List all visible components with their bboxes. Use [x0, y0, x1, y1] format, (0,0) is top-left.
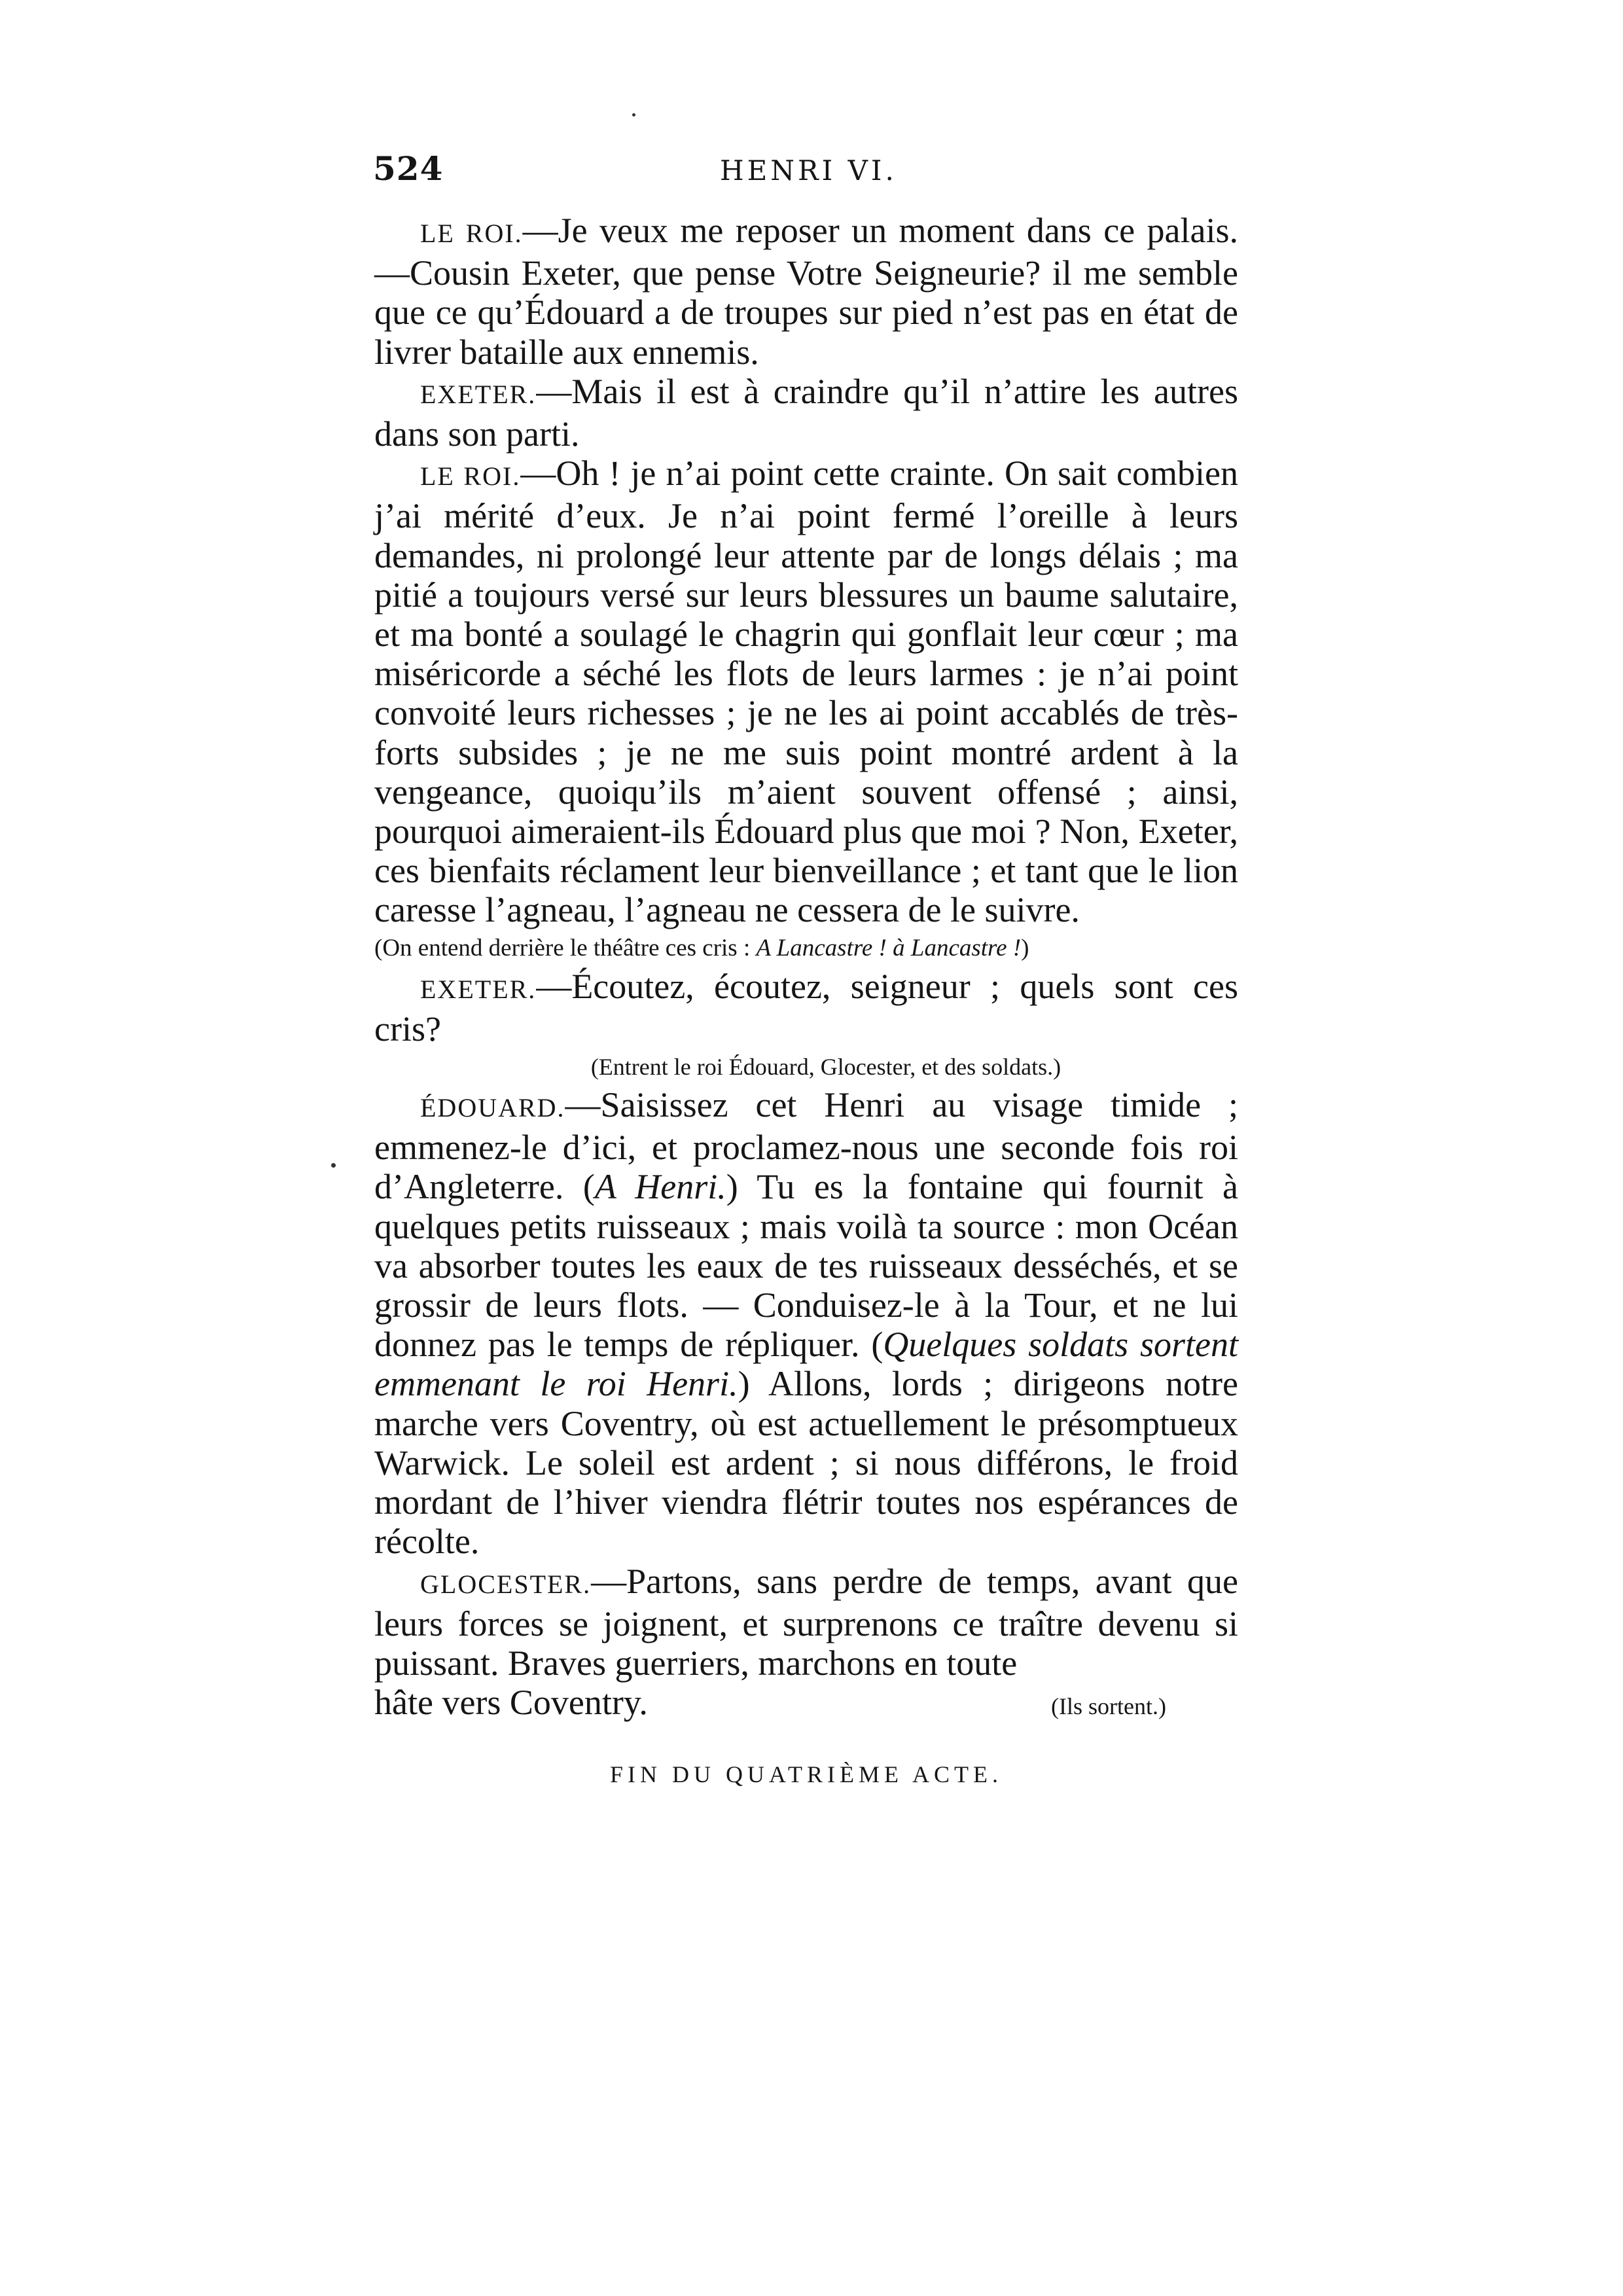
dialogue-text: —Saisissez cet Henri au visage timide ; emmenez-le d’ici, et proclamez-nous une seconde fois roi d’Angleterre. (: [374, 1085, 1238, 1207]
dialogue-paragraph: [374, 454, 1238, 929]
dialogue-text: hâte vers Coventry.: [374, 1683, 648, 1723]
running-title: HENRI VI.: [720, 154, 897, 187]
dialogue-text: —Oh ! je n’ai point cette crainte. On sait combien j’ai mérité d’eux. Je n’ai point fermé l’oreille à leurs demandes, ni prolongé leur attente par de longs délais ; ma pitié a toujours versé sur leurs blessures un baume salutaire, et ma bonté a soulagé le chagrin qui gonflait leur cœur ; ma miséricorde a séché les flots de leurs larmes : je n’ai point convoité leurs richesses ; je ne les ai point accablés de très-forts subsides ; je ne me suis point montré ardent à la vengeance, quoiqu’ils m’aient souvent offensé ; ainsi, pourquoi aimeraient-ils Édouard plus que moi ? Non, Exeter, ces bienfaits réclament leur bienveillance ; et tant que le lion caresse l’agneau, l’agneau ne cessera de le suivre.: [374, 454, 1238, 930]
dialogue-text: —Je veux me reposer un moment dans ce palais.—Cousin Exeter, que pense Votre Seigneurie? il me semble que ce qu’Édouard a de troupes sur pied n’est pas en état de livrer bataille aux ennemis.: [374, 211, 1238, 372]
dialogue-text: ) Tu es la fontaine qui fournit à quelques petits ruisseaux ; mais voilà ta source : mon Océan va absorber toutes les eaux de tes ruisseaux desséchés, et se grossir de leurs flots. — Conduisez-le à la Tour, et ne lui donnez pas le temps de répliquer. (: [374, 1167, 1238, 1365]
dialogue-paragraph: [374, 1562, 1238, 1683]
dialogue-text: —Écoutez, écoutez, seigneur ; quels sont ces cris?: [374, 966, 1238, 1049]
speaker-name: EXETER.: [420, 379, 537, 409]
dialogue-paragraph: [374, 211, 1238, 372]
page-number: 524: [373, 149, 444, 188]
stage-direction-text: (On entend derrière le théâtre ces cris :: [374, 934, 757, 961]
dialogue-text: —Partons, sans perdre de temps, avant que leurs forces se joignent, et surprenons ce traître devenu si puissant. Braves guerriers, marchons en toute: [374, 1561, 1238, 1683]
dialogue-paragraph: [374, 967, 1238, 1049]
stage-direction-italic: A Henri.: [594, 1167, 726, 1207]
exit-line: [374, 1683, 1238, 1726]
stage-direction-italic: A Lancastre ! à Lancastre !: [756, 934, 1022, 961]
ink-speck: [632, 113, 635, 117]
stage-direction: [374, 930, 1238, 967]
dialogue-paragraph: [374, 1085, 1238, 1561]
stage-direction: (Entrent le roi Édouard, Glocester, et des soldats.): [590, 1054, 1061, 1081]
speaker-name: LE ROI.: [420, 461, 521, 492]
speaker-name: ÉDOUARD.: [420, 1093, 565, 1123]
stage-direction-text: ): [1021, 934, 1029, 961]
dialogue-text: —Mais il est à craindre qu’il n’attire les autres dans son parti.: [374, 371, 1238, 454]
margin-mark: [331, 1163, 336, 1168]
play-text: [374, 211, 1238, 1795]
speaker-name: GLOCESTER.: [420, 1569, 592, 1599]
speaker-name: LE ROI.: [420, 219, 523, 248]
dialogue-text: ) Allons, lords ; dirigeons notre marche vers Coventry, où est actuellement le présomptueux Warwick. Le soleil est ardent ; si nous différons, le froid mordant de l’hiver viendra flétrir toutes nos espérances de récolte.: [374, 1364, 1238, 1562]
page-header: [373, 149, 1237, 202]
dialogue-paragraph: [374, 372, 1238, 454]
end-of-act: FIN DU QUATRIÈME ACTE.: [610, 1761, 1003, 1788]
speaker-name: EXETER.: [420, 974, 537, 1004]
stage-direction-exit: (Ils sortent.): [1051, 1693, 1166, 1720]
stage-direction-italic: Quelques soldats sortent emmenant le roi Henri.: [374, 1325, 1238, 1404]
